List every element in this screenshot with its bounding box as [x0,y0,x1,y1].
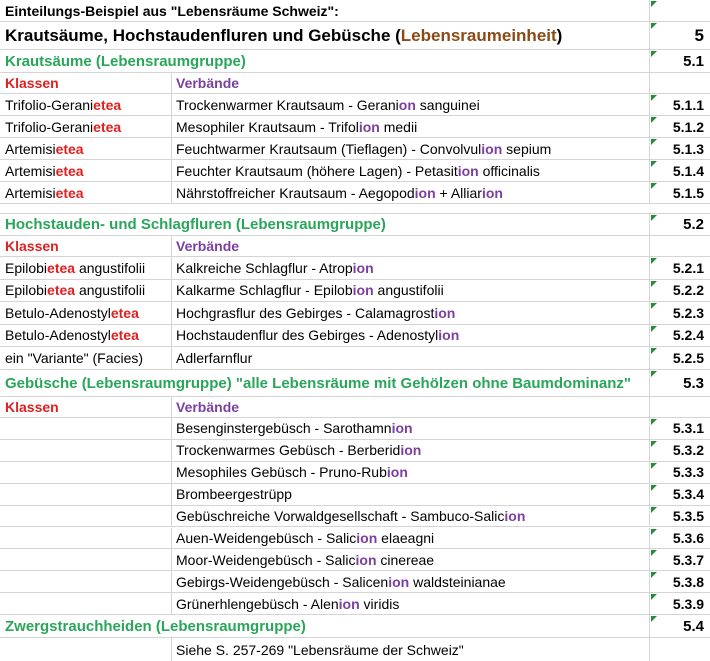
code-cell[interactable] [649,325,710,347]
verband-name [176,486,292,502]
klassen-name [5,185,84,201]
verband-name-part: sanguinei [415,96,480,113]
verband-suffix: ion [386,464,408,481]
klassen-cell[interactable] [0,280,172,302]
table-row[interactable] [0,325,710,348]
verband-suffix: ion [388,573,410,590]
klassen-name [5,97,121,113]
verband-name-part: Auen-Weidengebüsch - Salic [176,529,357,546]
title-number-cell[interactable] [649,0,710,21]
group-title: Hochstauden- und Schlagfluren (Lebensraumgruppe) [5,216,386,233]
code-cell[interactable] [649,528,710,549]
klassen-cell[interactable] [0,182,172,203]
cell-indicator-icon [651,326,657,332]
verband-name-part: Feuchter Krautsaum (höhere Lagen) - Petasit [176,162,458,179]
verband-suffix: ion [414,184,436,201]
group-number: 5.1 [683,52,704,70]
klassen-cell[interactable] [0,440,172,461]
table-row[interactable] [0,593,710,615]
unit-number: 5 [694,25,704,45]
verband-name [176,119,417,135]
cell-indicator-icon [651,616,657,622]
table-row[interactable] [0,280,710,303]
code-cell[interactable] [649,94,710,115]
verband-cell[interactable] [172,94,649,115]
cell-indicator-icon [651,529,657,535]
klassen-name-part: Artemisi [5,184,56,201]
verband-name [176,163,540,179]
note-row[interactable] [0,638,710,661]
habitat-code: 5.3.3 [672,464,704,481]
unit-row[interactable] [0,22,710,50]
verband-suffix: ion [358,118,380,135]
verband-cell[interactable] [172,347,649,369]
cell-indicator-icon [651,95,657,101]
klassen-header: Klassen [5,238,59,254]
klassen-name [5,282,145,298]
group-title-cell[interactable] [0,50,649,72]
verband-suffix: ion [438,327,460,344]
habitat-code: 5.3.7 [672,551,704,568]
klassen-cell[interactable] [0,549,172,570]
klassen-name [5,327,139,343]
table-row[interactable] [0,257,710,280]
verband-name [176,552,434,568]
klassen-suffix: etea [47,259,76,276]
verbaende-header: Verbände [176,399,240,415]
code-cell[interactable] [649,182,710,203]
verband-cell[interactable] [172,160,649,181]
habitat-code: 5.2.3 [672,304,704,321]
klassen-header-cell[interactable] [0,73,172,93]
verbaende-header: Verbände [176,75,240,91]
klassen-name [5,305,139,321]
verband-cell[interactable] [172,506,649,527]
klassen-suffix: etea [55,140,84,157]
klassen-header-cell[interactable] [0,236,172,256]
verband-name-part: Moor-Weidengebüsch - Salic [176,551,356,568]
klassen-name-part: Artemisi [5,140,56,157]
header-row[interactable] [0,397,710,418]
klassen-cell[interactable] [0,94,172,115]
verband-name-part: Hochgrasflur des Gebirges - Calamagrost [176,304,435,321]
klassen-cell[interactable] [0,506,172,527]
verband-name-part: Adlerfarnflur [176,349,253,366]
sheet-title: Einteilungs-Beispiel aus "Lebensräume Schweiz": [5,2,339,19]
klassen-name [5,260,145,276]
code-cell[interactable] [649,302,710,324]
verband-name-part: Trockenwarmer Krautsaum - Gerani [176,96,399,113]
code-cell[interactable] [649,484,710,505]
verband-name [176,420,413,436]
habitat-code: 5.1.4 [672,162,704,179]
cell-indicator-icon [651,161,657,167]
group-row[interactable] [0,370,710,397]
klassen-cell[interactable] [0,116,172,137]
verband-suffix: ion [400,442,422,459]
group-title: Zwergstrauchheiden (Lebensraumgruppe) [5,617,306,635]
empty-number-cell[interactable] [649,638,710,661]
klassen-suffix: etea [93,118,122,135]
code-cell[interactable] [649,160,710,181]
cell-indicator-icon [651,463,657,469]
verband-suffix: ion [338,595,360,612]
verband-name-part: Gebüschreiche Vorwaldgesellschaft - Sambuco-Salic [176,508,505,525]
group-title: Gebüsche (Lebensraumgruppe) "alle Lebensräume mit Gehölzen ohne Baumdominanz" [5,374,632,392]
verband-name [176,327,459,343]
verband-cell[interactable] [172,484,649,505]
verband-suffix: ion [481,140,503,157]
table-row[interactable] [0,116,710,138]
group-title-cell[interactable] [0,370,649,396]
verband-cell[interactable] [172,571,649,592]
table-row[interactable] [0,440,710,462]
verband-cell[interactable] [172,302,649,324]
verband-suffix: on [398,96,416,113]
note-cell[interactable] [172,638,649,661]
cell-indicator-icon [651,550,657,556]
verband-cell[interactable] [172,182,649,203]
verband-suffix: ion [504,508,526,525]
verband-cell[interactable] [172,549,649,570]
group-number: 5.3 [683,374,704,392]
table-row[interactable] [0,484,710,506]
cell-indicator-icon [651,419,657,425]
group-number: 5.2 [683,216,704,233]
code-cell[interactable] [649,593,710,614]
habitat-code: 5.3.6 [672,529,704,546]
habitat-code: 5.3.5 [672,508,704,525]
spacer-row [0,205,710,214]
code-cell[interactable] [649,418,710,439]
verband-name [176,350,252,366]
code-cell[interactable] [649,280,710,302]
klassen-suffix: etea [55,162,84,179]
verband-name-part: waldsteinianae [409,573,506,590]
code-cell[interactable] [649,257,710,279]
cell-indicator-icon [651,1,657,7]
klassen-header: Klassen [5,75,59,91]
group-title-cell[interactable] [0,214,649,235]
klassen-cell[interactable] [0,138,172,159]
table-row[interactable] [0,528,710,550]
klassen-name [5,163,84,179]
verband-name [176,574,506,590]
klassen-name [5,119,121,135]
verband-cell[interactable] [172,280,649,302]
empty-klassen-cell[interactable] [0,638,172,661]
cell-indicator-icon [651,258,657,264]
klassen-cell[interactable] [0,302,172,324]
verbaende-header-cell[interactable] [172,236,649,256]
group-number-cell[interactable] [649,615,710,637]
verband-suffix: ion [355,551,377,568]
verband-suffix: ion [457,162,479,179]
verband-name-part: Mesophiles Gebüsch - Pruno-Rub [176,464,387,481]
verband-suffix: ion [481,184,503,201]
group-row[interactable] [0,50,710,73]
habitat-code: 5.1.5 [672,184,704,201]
verband-name [176,282,444,298]
verband-name-part: + Alliar [435,184,482,201]
code-cell[interactable] [649,571,710,592]
group-title: Krautsäume (Lebensraumgruppe) [5,52,246,70]
klassen-cell[interactable] [0,528,172,549]
group-number-cell[interactable] [649,370,710,396]
verband-name [176,141,551,157]
cell-indicator-icon [651,183,657,189]
cell-indicator-icon [651,485,657,491]
klassen-cell[interactable] [0,593,172,614]
cell-indicator-icon [651,139,657,145]
unit-cell[interactable] [0,22,649,49]
reference-note: Siehe S. 257-269 "Lebensräume der Schweiz" [176,641,464,658]
verband-name-part: cinereae [376,551,435,568]
table-row[interactable] [0,182,710,204]
verband-name [176,305,455,321]
empty-number-cell[interactable] [649,73,710,93]
cell-indicator-icon [651,371,657,377]
habitat-code: 5.2.5 [672,349,704,366]
cell-indicator-icon [651,51,657,57]
klassen-name-part: Epilobi [5,259,48,276]
klassen-name-part: Betulo-Adenostyl [5,327,111,344]
verband-suffix: ion [391,420,413,437]
klassen-name [5,141,84,157]
cell-indicator-icon [651,303,657,309]
verbaende-header-cell[interactable] [172,397,649,417]
verband-suffix: ion [434,304,456,321]
cell-indicator-icon [651,572,657,578]
klassen-name-part: angustifolii [75,259,146,276]
group-title-cell[interactable] [0,615,649,637]
klassen-header: Klassen [5,399,59,415]
klassen-cell[interactable] [0,347,172,369]
klassen-cell[interactable] [0,462,172,483]
klassen-name-part: Artemisi [5,162,56,179]
habitat-code: 5.1.2 [672,118,704,135]
cell-indicator-icon [651,441,657,447]
verband-name-part: viridis [359,595,400,612]
klassen-suffix: etea [110,327,139,344]
cell-indicator-icon [651,281,657,287]
verband-name [176,596,399,612]
verbaende-header-cell[interactable] [172,73,649,93]
klassen-cell[interactable] [0,484,172,505]
klassen-cell[interactable] [0,325,172,347]
verband-cell[interactable] [172,462,649,483]
habitat-code: 5.2.2 [672,282,704,299]
verband-cell[interactable] [172,138,649,159]
verband-name-part: medii [379,118,418,135]
verband-name-part: Hochstaudenflur des Gebirges - Adenostyl [176,327,439,344]
code-cell[interactable] [649,116,710,137]
group-row[interactable] [0,615,710,638]
verband-suffix: ion [352,282,374,299]
verband-name [176,530,434,546]
verband-name [176,464,408,480]
verband-cell[interactable] [172,116,649,137]
unit-heading: Krautsäume, Hochstaudenfluren und Gebüsche (Lebensraumeinheit) [5,25,563,45]
title-row[interactable] [0,0,710,22]
table-row[interactable] [0,571,710,593]
code-cell[interactable] [649,549,710,570]
verband-name [176,260,374,276]
verband-name-part: Gebirgs-Weidengebüsch - Salicen [176,573,389,590]
verband-name-part: Kalkarme Schlagflur - Epilob [176,282,353,299]
klassen-cell[interactable] [0,571,172,592]
group-number: 5.4 [683,617,704,635]
klassen-header-cell[interactable] [0,397,172,417]
klassen-suffix: etea [55,184,84,201]
group-number-cell[interactable] [649,50,710,72]
verband-cell[interactable] [172,440,649,461]
table-row[interactable] [0,160,710,182]
verband-name-part: angustifolii [373,282,444,299]
habitat-code: 5.1.3 [672,140,704,157]
code-cell[interactable] [649,347,710,369]
habitat-code: 5.3.9 [672,595,704,612]
verband-name-part: Trockenwarmes Gebüsch - Berberid [176,442,401,459]
klassen-suffix: etea [93,96,122,113]
verband-name-part: officinalis [478,162,540,179]
klassen-name-part: Betulo-Adenostyl [5,304,111,321]
verband-cell[interactable] [172,257,649,279]
habitat-code: 5.2.1 [672,259,704,276]
cell-indicator-icon [651,507,657,513]
verband-cell[interactable] [172,325,649,347]
klassen-name-part: Epilobi [5,282,48,299]
klassen-cell[interactable] [0,160,172,181]
table-row[interactable] [0,418,710,440]
cell-indicator-icon [651,117,657,123]
title-cell[interactable] [0,0,649,21]
table-row[interactable] [0,506,710,528]
verband-name-part: Grünerhlengebüsch - Alen [176,595,339,612]
cell-indicator-icon [651,23,657,29]
klassen-name [5,350,143,366]
verband-name-part: Mesophiler Krautsaum - Trifol [176,118,359,135]
habitat-code: 5.3.4 [672,486,704,503]
cell-indicator-icon [651,215,657,221]
verband-name [176,185,503,201]
table-row[interactable] [0,94,710,116]
code-cell[interactable] [649,440,710,461]
klassen-suffix: etea [110,304,139,321]
verband-name-part: Besenginstergebüsch - Sarothamn [176,420,392,437]
klassen-cell[interactable] [0,257,172,279]
verband-name [176,508,525,524]
verband-name [176,97,480,113]
table-row[interactable] [0,462,710,484]
table-row[interactable] [0,347,710,370]
cell-indicator-icon [651,594,657,600]
group-number-cell[interactable] [649,214,710,235]
verband-cell[interactable] [172,593,649,614]
verband-name-part: Brombeergestrüpp [176,486,292,503]
header-row[interactable] [0,236,710,257]
table-row[interactable] [0,549,710,571]
verband-name-part: Feuchtwarmer Krautsaum (Tieflagen) - Convolvul [176,140,482,157]
unit-number-cell[interactable] [649,22,710,49]
empty-number-cell[interactable] [649,397,710,417]
verbaende-header: Verbände [176,238,240,254]
klassen-name-part: Trifolio-Gerani [5,118,94,135]
header-row[interactable] [0,73,710,94]
habitat-code: 5.1.1 [672,96,704,113]
klassen-name-part: ein "Variante" (Facies) [5,349,144,366]
verband-suffix: ion [352,259,374,276]
table-row[interactable] [0,302,710,325]
verband-name-part: elaeagni [377,529,435,546]
habitat-code: 5.3.1 [672,420,704,437]
group-row[interactable] [0,214,710,236]
habitat-code: 5.2.4 [672,327,704,344]
klassen-suffix: etea [47,282,76,299]
code-cell[interactable] [649,138,710,159]
klassen-cell[interactable] [0,418,172,439]
klassen-name-part: angustifolii [75,282,146,299]
verband-name-part: Kalkreiche Schlagflur - Atrop [176,259,353,276]
code-cell[interactable] [649,506,710,527]
verband-suffix: ion [356,529,378,546]
verband-name-part: sepium [502,140,552,157]
verband-name [176,442,421,458]
code-cell[interactable] [649,462,710,483]
verband-name-part: Nährstoffreicher Krautsaum - Aegopod [176,184,415,201]
klassen-name-part: Trifolio-Gerani [5,96,94,113]
table-row[interactable] [0,138,710,160]
habitat-code: 5.3.8 [672,573,704,590]
verband-cell[interactable] [172,418,649,439]
empty-number-cell[interactable] [649,236,710,256]
verband-cell[interactable] [172,528,649,549]
habitat-code: 5.3.2 [672,442,704,459]
cell-indicator-icon [651,348,657,354]
